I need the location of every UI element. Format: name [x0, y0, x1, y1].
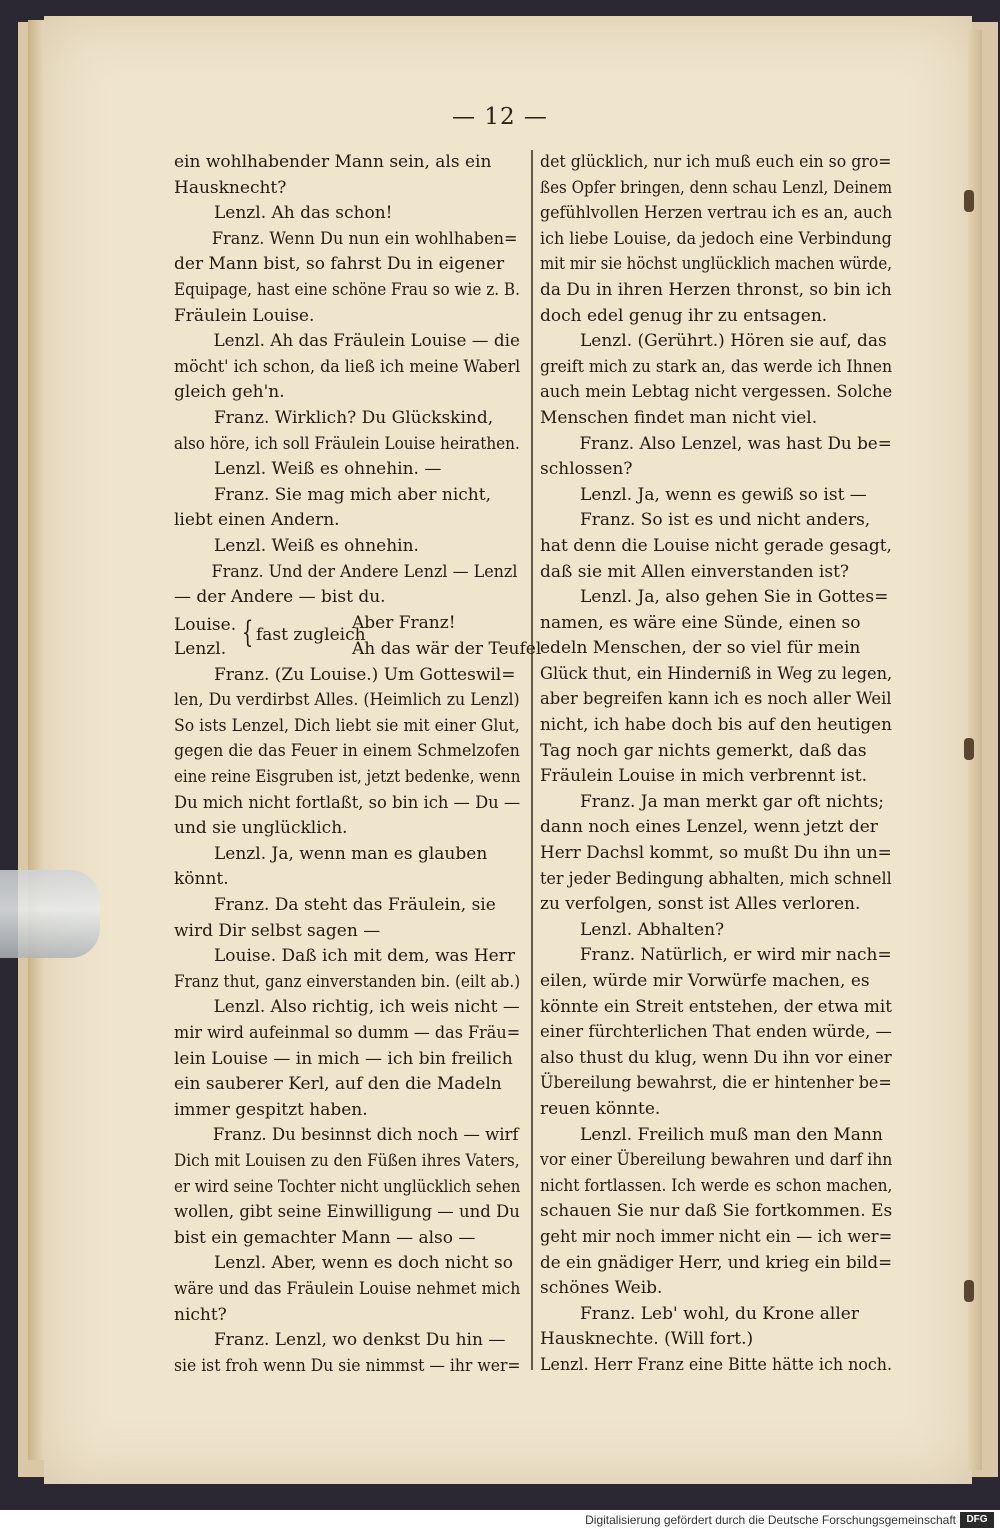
text-line: Lenzl. Also richtig, ich weis nicht —: [213, 997, 520, 1018]
text-line: Dich mit Louisen zu den Füßen ihres Vaters,: [174, 1150, 520, 1171]
text-line: Lenzl. Abhalten?: [580, 919, 725, 940]
text-line: er wird seine Tochter nicht unglücklich sehen: [174, 1176, 521, 1197]
text-line: So ists Lenzel, Dich liebt sie mit einer Glut,: [174, 715, 520, 736]
text-line: schlossen?: [540, 459, 633, 480]
text-line: daß sie mit Allen einverstanden ist?: [540, 561, 850, 582]
text-line: Lenzl. Weiß es ohnehin.: [214, 535, 419, 556]
funding-credit: Digitalisierung gefördert durch die Deutsche Forschungsgemeinschaft: [585, 1513, 956, 1527]
brace-glyph: {: [241, 614, 254, 650]
text-line: Lenzl. Ah das Fräulein Louise — die: [213, 331, 520, 352]
text-line: zu verfolgen, sonst ist Alles verloren.: [540, 894, 861, 915]
binding-thread: [964, 738, 974, 760]
text-line: vor einer Übereilung bewahren und darf ihn: [540, 1150, 893, 1171]
text-line: reuen könnte.: [540, 1098, 661, 1119]
text-line: — der Andere — bist du.: [174, 587, 386, 608]
text-line: Lenzl. (Gerührt.) Hören sie auf, das: [580, 331, 887, 352]
text-line: also thust du klug, wenn Du ihn vor einer: [540, 1047, 892, 1068]
text-line: gleich geh'n.: [174, 382, 285, 403]
page-clip: [0, 870, 100, 958]
text-line: Hausknecht?: [174, 177, 287, 198]
text-line: Tag noch gar nichts gemerkt, daß das: [540, 740, 867, 761]
spoken-line: Ah das wär der Teufel: [352, 638, 542, 659]
text-line: Franz. Da steht das Fräulein, sie: [214, 895, 496, 916]
text-line: und sie unglücklich.: [174, 818, 348, 839]
text-line: nicht?: [174, 1304, 227, 1325]
text-line: mir wird aufeinmal so dumm — das Fräu=: [174, 1023, 521, 1043]
text-line: also höre, ich soll Fräulein Louise heirathen.: [174, 433, 520, 454]
text-line: Franz. Sie mag mich aber nicht,: [214, 484, 491, 505]
text-line: Franz. Wenn Du nun ein wohlhaben=: [211, 228, 518, 249]
text-line: könnt.: [174, 869, 229, 890]
text-line: eilen, würde mir Vorwürfe machen, es: [540, 971, 870, 991]
text-line: Lenzl. Herr Franz eine Bitte hätte ich noch.: [540, 1354, 893, 1375]
text-line: ein wohlhabender Mann sein, als ein: [174, 152, 492, 172]
text-line: Franz. Leb' wohl, du Krone aller: [580, 1303, 859, 1324]
text-line: namen, es wäre eine Sünde, einen so: [540, 612, 861, 633]
text-line: Glück thut, ein Hinderniß in Weg zu legen,: [540, 663, 893, 684]
text-line: bist ein gemachter Mann — also —: [174, 1227, 476, 1248]
spoken-line: Aber Franz!: [352, 612, 456, 633]
text-line: Lenzl. Ja, wenn man es glauben: [214, 843, 488, 864]
text-line: da Du in ihren Herzen thronst, so bin ich: [540, 279, 892, 300]
text-line: liebt einen Andern.: [174, 510, 340, 531]
text-line: greift mich zu stark an, das werde ich Ihnen: [540, 356, 893, 377]
text-line: schauen Sie nur daß Sie fortkommen. Es: [540, 1201, 893, 1222]
text-line: Franz. (Zu Louise.) Um Gotteswil=: [214, 664, 516, 685]
text-line: aber begreifen kann ich es noch aller Weil: [540, 689, 892, 710]
binding-thread: [964, 190, 974, 212]
text-line: gefühlvollen Herzen vertrau ich es an, auch: [540, 203, 893, 224]
text-line: Lenzl. Ja, also gehen Sie in Gottes=: [580, 587, 889, 608]
text-line: Franz thut, ganz einverstanden bin. (eilt ab.): [174, 971, 521, 992]
text-line: Franz. Wirklich? Du Glückskind,: [214, 407, 494, 428]
text-line: ßes Opfer bringen, denn schau Lenzl, Deinem: [540, 177, 893, 198]
text-line: len, Du verdirbst Alles. (Heimlich zu Lenzl): [174, 690, 520, 711]
text-line: Franz. Du besinnst dich noch — wirf: [212, 1125, 519, 1146]
text-line: Menschen findet man nicht viel.: [540, 407, 818, 428]
text-line: auch mein Lebtag nicht vergessen. Solche: [540, 382, 893, 403]
text-line: Du mich nicht fortlaßt, so bin ich — Du —: [174, 792, 521, 813]
text-line: wollen, gibt seine Einwilligung — und Du: [174, 1202, 520, 1223]
text-line: wird Dir selbst sagen —: [174, 920, 381, 941]
speaker-label: Louise.: [174, 614, 237, 635]
left-column: [174, 150, 542, 1379]
text-line: eine reine Eisgruben ist, jetzt bedenke, wenn: [174, 767, 521, 788]
text-line: Louise. Daß ich mit dem, was Herr: [214, 946, 515, 967]
text-line: Fräulein Louise in mich verbrennt ist.: [540, 766, 868, 787]
page-edge: [28, 20, 44, 1460]
text-line: Franz. Lenzl, wo denkst Du hin —: [214, 1330, 506, 1351]
text-line: Franz. Ja man merkt gar oft nichts;: [580, 791, 885, 812]
text-line: ein sauberer Kerl, auf den die Madeln: [174, 1074, 502, 1095]
text-line: hat denn die Louise nicht gerade gesagt,: [540, 535, 892, 556]
text-line: Franz. Also Lenzel, was hast Du be=: [579, 433, 892, 454]
dfg-logo: DFG: [960, 1512, 994, 1528]
speaker-label: Lenzl.: [174, 638, 227, 659]
text-line: Lenzl. Freilich muß man den Mann: [580, 1124, 883, 1145]
binding-thread: [964, 1280, 974, 1302]
text-line: det glücklich, nur ich muß euch ein so gro=: [540, 152, 892, 172]
text-line: wäre und das Fräulein Louise nehmet mich: [174, 1278, 521, 1299]
brace-note: fast zugleich: [256, 624, 366, 645]
text-line: dann noch eines Lenzel, wenn jetzt der: [540, 817, 878, 838]
text-line: Equipage, hast eine schöne Frau so wie z. B.: [174, 279, 520, 300]
text-line: könnte ein Streit entstehen, der etwa mit: [540, 996, 892, 1017]
text-line: edeln Menschen, der so viel für mein: [540, 638, 861, 659]
text-line: Franz. Und der Andere Lenzl — Lenzl: [211, 561, 518, 582]
text-line: nicht fortlassen. Ich werde es schon machen,: [540, 1175, 893, 1196]
text-line: Lenzl. Aber, wenn es doch nicht so: [214, 1253, 513, 1274]
right-column: [540, 150, 892, 1379]
text-line: mit mir sie höchst unglücklich machen würde,: [540, 254, 892, 275]
text-line: doch edel genug ihr zu entsagen.: [540, 305, 828, 326]
column-divider: [531, 150, 533, 1370]
text-line: immer gespitzt haben.: [174, 1099, 368, 1120]
text-line: ich liebe Louise, da jedoch eine Verbindung: [540, 228, 892, 249]
footer-bar: [0, 1510, 1000, 1532]
text-line: Franz. So ist es und nicht anders,: [580, 510, 871, 531]
text-line: Hausknechte. (Will fort.): [540, 1329, 754, 1350]
text-line: Franz. Natürlich, er wird mir nach=: [579, 945, 892, 966]
text-line: einer fürchterlichen That enden würde, —: [540, 1022, 892, 1043]
text-line: nicht, ich habe doch bis auf den heutigen: [540, 715, 892, 736]
text-line: sie ist froh wenn Du sie nimmst — ihr wer=: [174, 1355, 521, 1376]
text-line: lein Louise — in mich — ich bin freilich: [174, 1048, 513, 1069]
text-line: gegen die das Feuer in einem Schmelzofen: [174, 741, 520, 762]
text-line: möcht' ich schon, da ließ ich meine Waberl: [174, 356, 521, 377]
text-line: geht mir noch immer nicht ein — ich wer=: [540, 1226, 893, 1247]
simultaneous-speech-brace: [174, 611, 542, 663]
text-line: Lenzl. Weiß es ohnehin. —: [214, 459, 442, 480]
text-line: schönes Weib.: [540, 1278, 663, 1299]
text-line: de ein gnädiger Herr, und krieg ein bild=: [540, 1252, 893, 1273]
text-line: Übereilung bewahrst, die er hintenher be=: [540, 1073, 892, 1094]
page-number: — 12 —: [452, 104, 548, 130]
text-line: Lenzl. Ah das schon!: [214, 203, 393, 224]
text-line: der Mann bist, so fahrst Du in eigener: [174, 254, 505, 275]
text-line: Lenzl. Ja, wenn es gewiß so ist —: [580, 484, 867, 505]
text-line: Herr Dachsl kommt, so mußt Du ihn un=: [540, 843, 892, 864]
text-line: Fräulein Louise.: [174, 305, 315, 326]
text-line: ter jeder Bedingung abhalten, mich schnell: [540, 868, 892, 889]
